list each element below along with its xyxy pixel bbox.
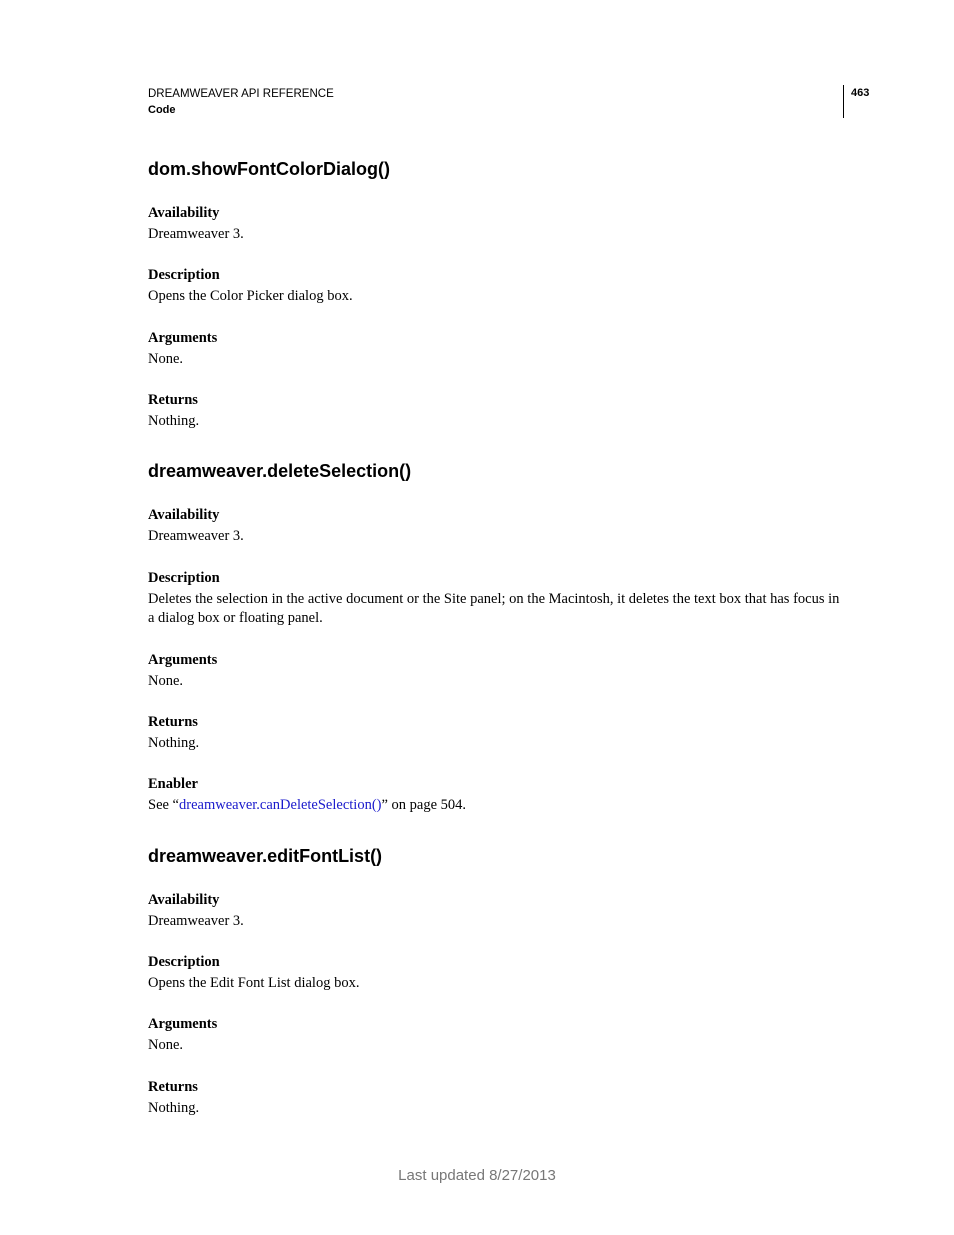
returns-label: Returns bbox=[148, 714, 198, 730]
function-heading-delete-selection: dreamweaver.deleteSelection() bbox=[148, 461, 412, 481]
description-label: Description bbox=[148, 570, 220, 586]
returns-label: Returns bbox=[148, 1079, 198, 1095]
returns-label: Returns bbox=[148, 392, 198, 408]
description-label: Description bbox=[148, 954, 220, 970]
enabler-text bbox=[148, 796, 848, 815]
can-delete-selection-link[interactable]: dreamweaver.canDeleteSelection() bbox=[179, 797, 382, 813]
availability-label: Availability bbox=[148, 507, 220, 523]
description-text: Deletes the selection in the active document or the Site panel; on the Macintosh, it deletes the text box that has focus in a dialog box or floating panel. bbox=[148, 591, 840, 626]
arguments-label: Arguments bbox=[148, 652, 218, 668]
last-updated-footer: Last updated 8/27/2013 bbox=[398, 1167, 556, 1184]
arguments-text: None. bbox=[148, 1037, 184, 1053]
returns-text: Nothing. bbox=[148, 413, 200, 429]
running-header-title: DREAMWEAVER API REFERENCE bbox=[148, 88, 334, 100]
availability-label: Availability bbox=[148, 205, 220, 221]
availability-text: Dreamweaver 3. bbox=[148, 528, 244, 544]
enabler-suffix: ” on page 504. bbox=[381, 797, 467, 813]
enabler-prefix: See “ bbox=[148, 797, 179, 813]
header-divider bbox=[843, 85, 844, 118]
arguments-label: Arguments bbox=[148, 330, 218, 346]
page-number: 463 bbox=[851, 87, 870, 99]
availability-text: Dreamweaver 3. bbox=[148, 913, 244, 929]
description-label: Description bbox=[148, 267, 220, 283]
availability-text: Dreamweaver 3. bbox=[148, 226, 244, 242]
description-text: Opens the Color Picker dialog box. bbox=[148, 288, 353, 304]
description-text: Opens the Edit Font List dialog box. bbox=[148, 975, 360, 991]
running-header-section: Code bbox=[148, 104, 176, 116]
function-heading-edit-font-list: dreamweaver.editFontList() bbox=[148, 846, 383, 866]
arguments-text: None. bbox=[148, 673, 184, 689]
enabler-label: Enabler bbox=[148, 776, 198, 792]
returns-text: Nothing. bbox=[148, 735, 200, 751]
function-heading-show-font-color-dialog: dom.showFontColorDialog() bbox=[148, 159, 390, 179]
returns-text: Nothing. bbox=[148, 1100, 200, 1116]
arguments-text: None. bbox=[148, 351, 184, 367]
availability-label: Availability bbox=[148, 892, 220, 908]
arguments-label: Arguments bbox=[148, 1016, 218, 1032]
